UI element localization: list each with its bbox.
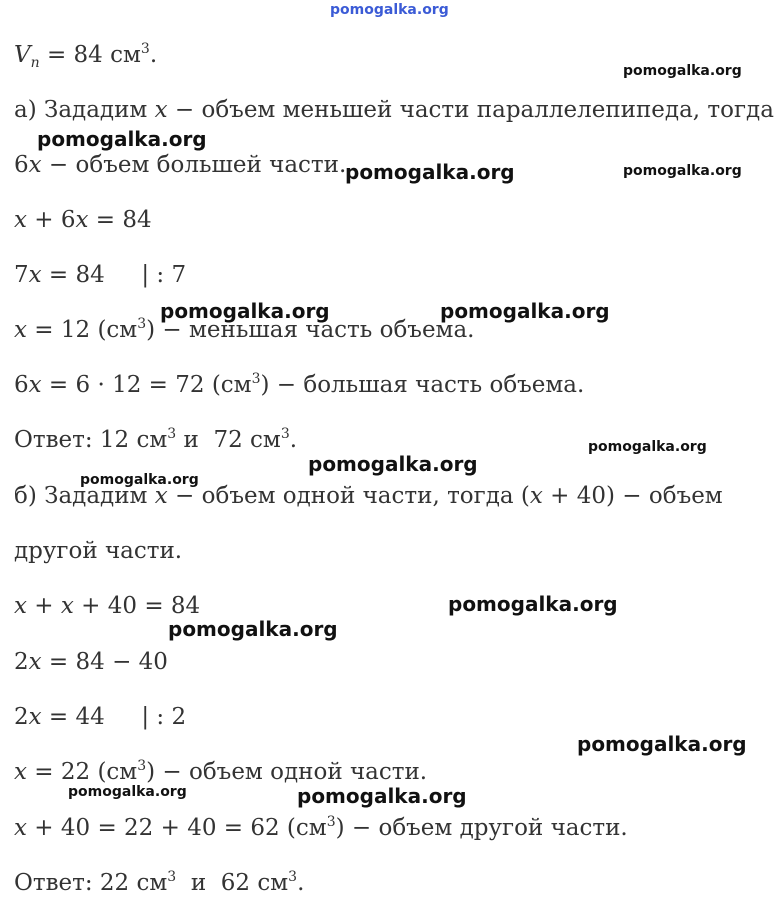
solution-line-12: 2x = 84 − 40: [14, 649, 168, 675]
watermark: pomogalka.org: [308, 452, 478, 476]
watermark: pomogalka.org: [345, 160, 515, 184]
solution-line-4: x + 6x = 84: [14, 207, 152, 233]
solution-line-11: x + x + 40 = 84: [14, 593, 201, 619]
solution-line-14: x = 22 $(см^3)$ − объем одной части.: [14, 758, 428, 785]
watermark: pomogalka.org: [588, 439, 707, 455]
solution-line-6: x = 12 $(см^3)$ − меньшая часть объема.: [14, 316, 475, 343]
watermark: pomogalka.org: [80, 472, 199, 488]
solution-line-3: 6x − объем большей части.: [14, 152, 347, 178]
solution-line-2: а) Зададим x − объем меньшей части параллелепипеда, тогда: [14, 97, 774, 123]
solution-line-7: 6x = 6 · 12 = 72 $(см^3)$ − большая часть объема.: [14, 371, 585, 398]
watermark: pomogalka.org: [448, 592, 618, 616]
solution-line-1: $V_n = 84$ $см^3$.: [14, 41, 158, 71]
watermark-top[interactable]: pomogalka.org: [330, 2, 449, 18]
solution-line-5: 7x = 84 | : 7: [14, 262, 187, 288]
solution-line-10: другой части.: [14, 538, 183, 564]
watermark: pomogalka.org: [168, 617, 338, 641]
answer-line-b: Ответ: 22 $см^3$ и 62 $см^3$.: [14, 869, 305, 896]
watermark: pomogalka.org: [160, 299, 330, 323]
watermark: pomogalka.org: [68, 784, 187, 800]
watermark: pomogalka.org: [297, 784, 467, 808]
watermark: pomogalka.org: [37, 127, 207, 151]
watermark: pomogalka.org: [623, 63, 742, 79]
answer-line-a: Ответ: 12 $см^3$ и 72 $см^3$.: [14, 426, 298, 453]
solution-line-9: б) Зададим x − объем одной части, тогда (x + 40) − объем: [14, 483, 723, 509]
watermark: pomogalka.org: [440, 299, 610, 323]
solution-line-15: x + 40 = 22 + 40 = 62 $(см^3)$ − объем другой части.: [14, 814, 628, 841]
watermark: pomogalka.org: [623, 163, 742, 179]
solution-line-13: 2x = 44 | : 2: [14, 704, 187, 730]
watermark: pomogalka.org: [577, 732, 747, 756]
